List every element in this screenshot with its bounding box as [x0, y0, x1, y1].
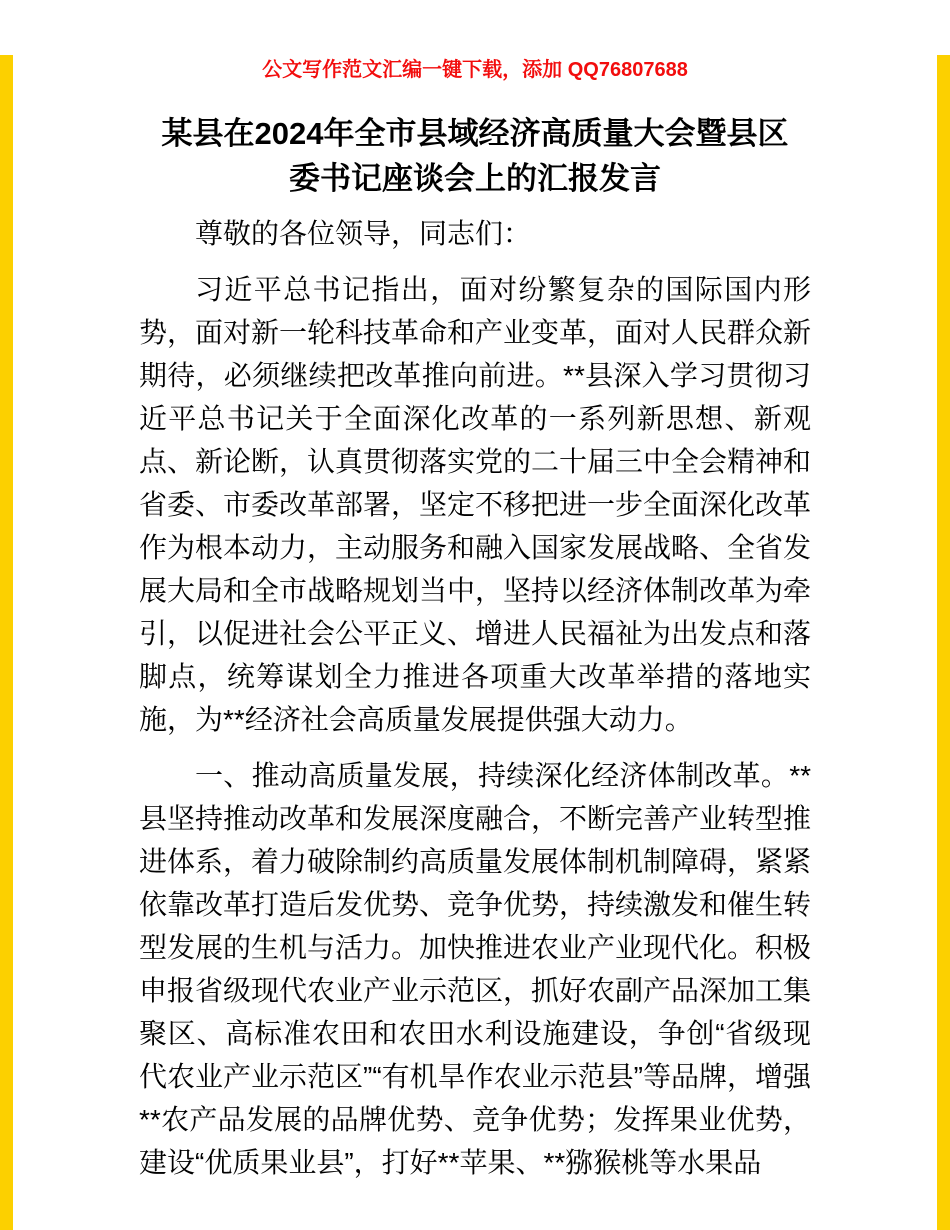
paragraph-intro: 习近平总书记指出，面对纷繁复杂的国际国内形势，面对新一轮科技革命和产业变革，面对人民群众新期待，必须继续把改革推向前进。**县深入学习贯彻习近平总书记关于全面深化改革的一系列新思想、新观点、新论断，认真贯彻落实党的二十届三中全会精神和省委、市委改革部署，坚定不移把进一步全面深化改革作为根本动力，主动服务和融入国家发展战略、全省发展大局和全市战略规划当中，坚持以经济体制改革为牵引，以促进社会公平正义、增进人民福祉为出发点和落脚点，统筹谋划全力推进各项重大改革举措的落地实施，为**经济社会高质量发展提供强大动力。: [139, 274, 812, 735]
document-content: [139, 55, 811, 1184]
promo-banner-text: 公文写作范文汇编一键下载，添加 QQ76807688: [262, 59, 688, 81]
left-page-edge-strip: [0, 55, 13, 1230]
paragraph-salutation: 尊敬的各位领导，同志们：: [195, 218, 532, 249]
document-title: [139, 111, 811, 201]
document-title-line-1: 某县在2024年全市县域经济高质量大会暨县区: [161, 116, 789, 151]
right-page-edge-strip: [937, 55, 950, 1230]
document-title-line-2: 委书记座谈会上的汇报发言: [289, 161, 661, 196]
paragraph-section-one: 一、推动高质量发展，持续深化经济体制改革。**县坚持推动改革和发展深度融合，不断完善产业转型推进体系，着力破除制约高质量发展体制机制障碍，紧紧依靠改革打造后发优势、竞争优势，持续激发和催生转型发展的生机与活力。加快推进农业产业现代化。积极申报省级现代农业产业示范区，抓好农副产品深加工集聚区、高标准农田和农田水利设施建设，争创“省级现代农业产业示范区”“有机旱作农业示范县”等品牌，增强**农产品发展的品牌优势、竞争优势；发挥果业优势，建设“优质果业县”，打好**苹果、**猕猴桃等水果品: [139, 760, 812, 1178]
document-page: [0, 55, 950, 1230]
